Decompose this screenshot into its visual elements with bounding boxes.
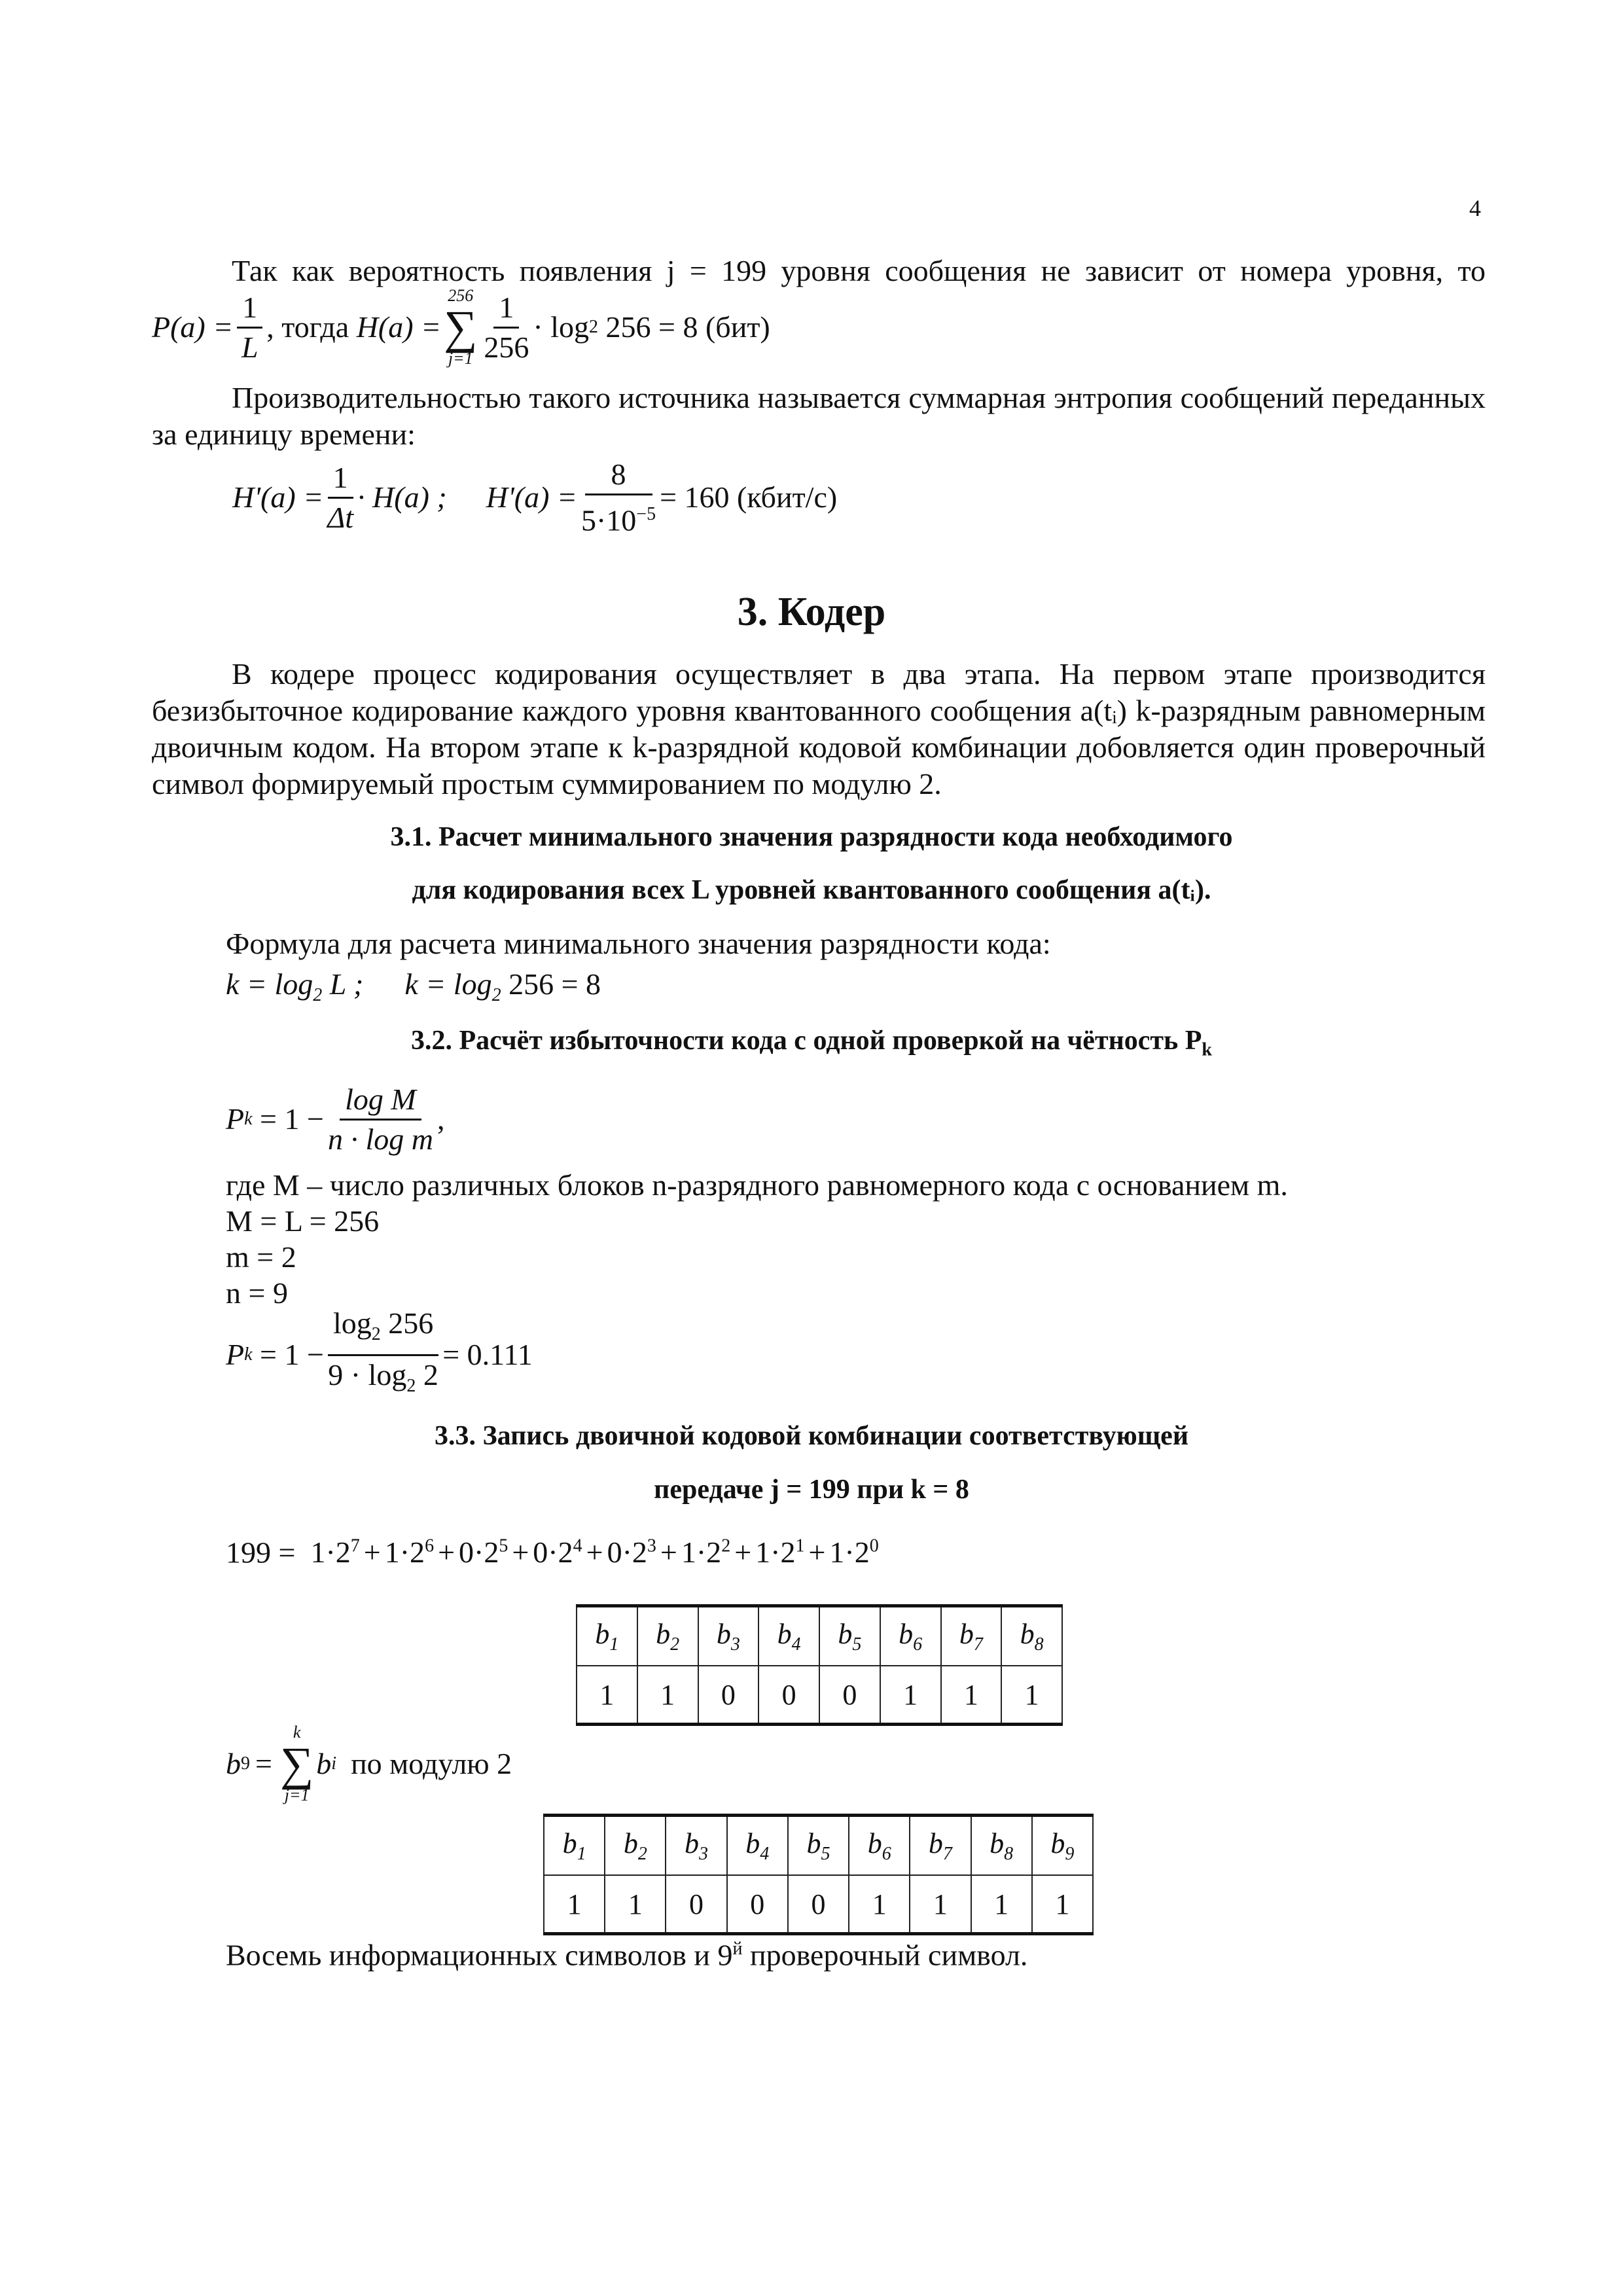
fraction-8-over-5e-5	[581, 456, 656, 539]
fraction-1-over-L	[237, 289, 262, 367]
code-table-8bit	[576, 1604, 1063, 1726]
formula-hp-lhs: H'(a) =	[232, 480, 324, 514]
bit-index: 2	[670, 1634, 680, 1655]
bit-header	[941, 1606, 1002, 1666]
formula-p-lhs: P(a) =	[152, 310, 234, 344]
sum-upper-limit: k	[293, 1723, 301, 1742]
bit-index: 9	[1065, 1843, 1075, 1864]
fraction-log256	[328, 1304, 438, 1405]
formula-result: 256 = 8 (бит)	[598, 310, 770, 344]
bit-index: 3	[730, 1634, 740, 1655]
definition-m: m = 2	[226, 1240, 296, 1274]
fraction-numerator: log	[332, 1306, 372, 1340]
bit-header	[637, 1606, 698, 1666]
bit-value: 0	[666, 1875, 726, 1934]
bit-letter: b	[623, 1827, 638, 1860]
bit-value: 1	[605, 1875, 666, 1934]
formula-b9: b	[226, 1747, 241, 1780]
formula-then-text: , тогда	[266, 310, 349, 344]
summation-symbol	[280, 1723, 313, 1805]
fraction-numerator: 1	[328, 459, 353, 499]
fraction-denominator: 9 · log	[328, 1357, 407, 1391]
bit-header	[1001, 1606, 1062, 1666]
sum-upper-limit: 256	[448, 286, 474, 305]
where-text: где M – число различных блоков n-разрядного равномерного кода с основанием m.	[226, 1168, 1288, 1202]
comma: ,	[437, 1102, 445, 1136]
fraction-numerator: log M	[340, 1081, 421, 1121]
bit-letter: b	[685, 1827, 700, 1860]
bit-value: 1	[971, 1875, 1032, 1934]
binary-expansion	[226, 1528, 879, 1571]
expansion-term: + $1\cdot 2^6$	[363, 1535, 435, 1570]
expansion-term: + $0\cdot 2^3$	[586, 1535, 656, 1570]
coefficient: 0	[607, 1535, 622, 1570]
bit-index: 1	[577, 1843, 586, 1864]
coefficient: 0	[533, 1535, 548, 1570]
coefficient: 0	[459, 1535, 474, 1570]
bit-value: 0	[727, 1875, 788, 1934]
bit-value: 1	[880, 1666, 941, 1725]
bit-index: 5	[821, 1843, 830, 1864]
bit-value: 0	[698, 1666, 759, 1725]
operator: +	[512, 1535, 529, 1570]
operator: +	[438, 1535, 455, 1570]
sum-lower-limit: j=1	[284, 1785, 310, 1804]
expansion-term: + $1\cdot 2^2$	[660, 1535, 731, 1570]
bit-letter: b	[806, 1827, 821, 1860]
operator: +	[586, 1535, 603, 1570]
exponent: 1	[795, 1536, 805, 1556]
subscript: i	[331, 1753, 337, 1774]
bit-index: 5	[852, 1634, 862, 1655]
fraction-denominator: 5·10	[580, 503, 637, 537]
bit-index: 8	[1034, 1634, 1044, 1655]
bit-letter: b	[1020, 1618, 1035, 1651]
bit-header	[788, 1816, 849, 1876]
expansion-term: + $1\cdot 2^1$	[734, 1535, 805, 1570]
exponent: −5	[636, 503, 656, 524]
bit-index: 6	[913, 1634, 923, 1655]
closing-text: Восемь информационных символов и 9	[226, 1938, 733, 1972]
log-base: 2	[406, 1375, 416, 1396]
formula-bi: b	[316, 1747, 332, 1780]
bit-header	[544, 1816, 605, 1876]
formula-part: k = log	[404, 967, 492, 1001]
operator: +	[808, 1535, 826, 1570]
coefficient: 1	[829, 1535, 845, 1570]
redundancy-calculation	[226, 1306, 533, 1397]
log-base: 2	[371, 1324, 381, 1345]
bit-value: 1	[849, 1875, 910, 1934]
bit-header	[727, 1816, 788, 1876]
bit-index: 3	[699, 1843, 709, 1864]
section-paragraph: В кодере процесс кодирования осуществляет в два этапа. На первом этапе производится безизбыточное кодирование каждого уровня квантованного сообщения a(tᵢ) k-разрядным равномерным двоичным кодом. На втором этапе к k-разрядной кодовой комбинации добовляется один проверочный символ формируемый простым суммированием по модулю 2.	[152, 657, 1486, 800]
bit-letter: b	[838, 1618, 853, 1651]
parity-formula	[226, 1721, 512, 1806]
fraction-denominator: Δt	[327, 500, 354, 534]
fraction-logM	[328, 1081, 433, 1158]
operator: +	[734, 1535, 752, 1570]
formula-hp2-result: = 160 (кбит/с)	[660, 480, 838, 514]
fraction-numerator-tail: 256	[380, 1306, 434, 1340]
bit-depth-formula	[226, 966, 601, 1014]
superscript: й	[732, 1939, 743, 1959]
bit-letter: b	[1050, 1827, 1065, 1860]
subscript: 9	[241, 1753, 250, 1774]
formula-intro: Формула для расчета минимального значения разрядности кода:	[226, 927, 1051, 960]
subsection-title-text: 3.2. Расчёт избыточности кода с одной проверкой на чётность P	[410, 1026, 1202, 1056]
fraction-numerator: 1	[237, 289, 262, 329]
intro-paragraph: Так как вероятность появления j = 199 уровня сообщения не зависит от номера уровня, то	[232, 254, 1486, 287]
coefficient: 1	[384, 1535, 400, 1570]
bit-letter: b	[990, 1827, 1005, 1860]
expansion-term: $1\cdot 2^7$	[310, 1535, 360, 1570]
bit-value: 1	[577, 1666, 637, 1725]
formula-hp2-lhs: H'(a) =	[486, 480, 577, 514]
bit-value: 1	[637, 1666, 698, 1725]
summation-symbol	[444, 286, 477, 368]
modulo-text: по модулю 2	[351, 1747, 512, 1780]
fraction-numerator: 1	[493, 289, 519, 329]
bit-value: 0	[819, 1666, 880, 1725]
subscript: k	[1202, 1039, 1212, 1060]
exponent: 7	[350, 1536, 360, 1556]
bit-header	[666, 1816, 726, 1876]
formula-result: 256 = 8	[501, 967, 601, 1001]
formula-part: L ;	[322, 967, 364, 1001]
bit-index: 8	[1004, 1843, 1014, 1864]
bit-value: 1	[1032, 1875, 1093, 1934]
bit-header	[605, 1816, 666, 1876]
expansion-lhs: 199 =	[226, 1535, 296, 1570]
sum-lower-limit: j=1	[448, 349, 473, 368]
bit-header	[880, 1606, 941, 1666]
bit-header	[1032, 1816, 1093, 1876]
coefficient: 1	[310, 1535, 326, 1570]
bit-header	[910, 1816, 971, 1876]
formula-h-lhs: H(a) =	[356, 310, 442, 344]
exponent: 4	[573, 1536, 582, 1556]
bit-value: 1	[941, 1666, 1002, 1725]
fraction-1-over-dt	[327, 459, 353, 537]
formula-pk: P	[226, 1338, 245, 1371]
productivity-formula	[232, 458, 837, 537]
fraction-denominator: 256	[484, 330, 529, 364]
expansion-term: + $1\cdot 2^0$	[808, 1535, 879, 1570]
subsection-title-line2: для кодирования всех L уровней квантованного сообщения a(tᵢ).	[412, 875, 1211, 905]
formula-result: = 0.111	[442, 1338, 533, 1371]
fraction-1-over-256	[484, 289, 529, 367]
formula-hp-rest: · H(a) ;	[357, 480, 447, 514]
bit-letter: b	[745, 1827, 760, 1860]
definition-n: n = 9	[226, 1276, 288, 1310]
bit-index: 1	[609, 1634, 619, 1655]
bit-header	[577, 1606, 637, 1666]
sigma-icon: ∑	[279, 1738, 314, 1790]
log-base: 2	[313, 985, 323, 1006]
bit-letter: b	[716, 1618, 731, 1651]
formula-pk: P	[226, 1102, 245, 1136]
exponent: 2	[721, 1536, 731, 1556]
code-table-9bit	[543, 1814, 1094, 1935]
formula-part: = 1 −	[252, 1102, 324, 1136]
bit-value: 0	[788, 1875, 849, 1934]
expansion-term: + $0\cdot 2^4$	[512, 1535, 582, 1570]
bit-letter: b	[867, 1827, 882, 1860]
bit-index: 7	[973, 1634, 983, 1655]
definition-M: M = L = 256	[226, 1204, 380, 1238]
bit-value: 0	[758, 1666, 819, 1725]
bit-index: 7	[942, 1843, 952, 1864]
bit-value: 1	[910, 1875, 971, 1934]
exponent: 5	[499, 1536, 508, 1556]
expansion-term: + $0\cdot 2^5$	[438, 1535, 508, 1570]
subscript: k	[244, 1344, 253, 1365]
bit-value: 1	[1001, 1666, 1062, 1725]
bit-letter: b	[777, 1618, 792, 1651]
page-number: 4	[1469, 195, 1481, 221]
bit-header	[819, 1606, 880, 1666]
bit-letter: b	[899, 1618, 914, 1651]
operator: +	[363, 1535, 381, 1570]
fraction-denominator-tail: 2	[416, 1357, 438, 1391]
fraction-numerator: 8	[585, 456, 652, 495]
subscript: k	[244, 1109, 253, 1129]
subsection-title	[0, 1025, 1623, 1060]
coefficient: 1	[681, 1535, 696, 1570]
formula-part: = 1 −	[252, 1338, 324, 1371]
bit-value: 1	[544, 1875, 605, 1934]
bit-header	[698, 1606, 759, 1666]
subsection-title-line2: передаче j = 199 при k = 8	[654, 1475, 969, 1505]
equals: =	[255, 1747, 272, 1780]
productivity-paragraph: Производительностью такого источника называется суммарная энтропия сообщений переданных за единицу времени:	[152, 381, 1486, 451]
sigma-icon: ∑	[444, 301, 478, 353]
exponent: 6	[425, 1536, 435, 1556]
closing-sentence	[226, 1931, 1027, 1973]
fraction-denominator: L	[241, 330, 259, 364]
bit-index: 4	[760, 1843, 770, 1864]
closing-text: проверочный символ.	[742, 1938, 1028, 1972]
operator: +	[660, 1535, 677, 1570]
formula-log-text: · log	[533, 310, 590, 344]
bit-index: 2	[637, 1843, 647, 1864]
fraction-denominator: n · log m	[327, 1122, 433, 1156]
section-title: 3. Кодер	[737, 590, 886, 634]
bit-header	[758, 1606, 819, 1666]
entropy-formula	[152, 288, 770, 367]
bit-index: 4	[791, 1634, 801, 1655]
bit-index: 6	[882, 1843, 891, 1864]
bit-header	[849, 1816, 910, 1876]
bit-letter: b	[959, 1618, 974, 1651]
bit-header	[971, 1816, 1032, 1876]
exponent: 0	[869, 1536, 879, 1556]
log-base: 2	[589, 317, 599, 337]
bit-letter: b	[656, 1618, 671, 1651]
bit-letter: b	[595, 1618, 610, 1651]
formula-part: k = log	[226, 967, 313, 1001]
subsection-title-line1: 3.3. Запись двоичной кодовой комбинации соответствующей	[434, 1421, 1189, 1451]
subsection-title-line1: 3.1. Расчет минимального значения разрядности кода необходимого	[390, 822, 1233, 852]
redundancy-formula	[226, 1077, 444, 1162]
bit-letter: b	[928, 1827, 943, 1860]
coefficient: 1	[755, 1535, 771, 1570]
bit-letter: b	[562, 1827, 577, 1860]
log-base: 2	[491, 985, 501, 1006]
exponent: 3	[647, 1536, 656, 1556]
